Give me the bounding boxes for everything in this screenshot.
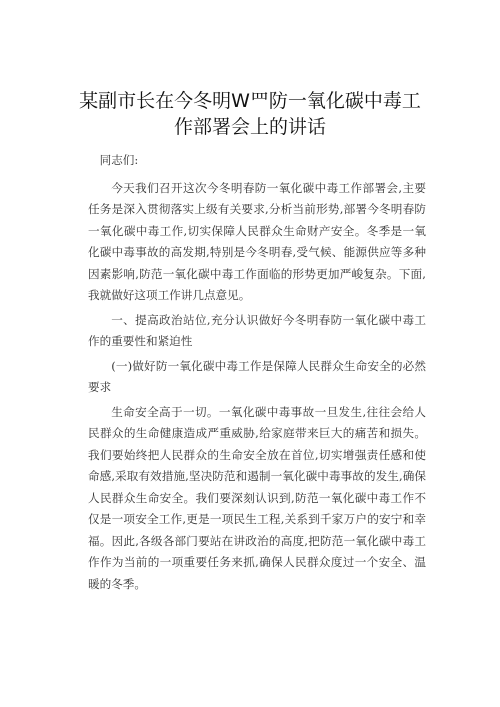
paragraph-body-1: 生命安全高于一切。一氧化碳中毒事故一旦发生,往往会给人民群众的生命健康造成严重威胁,给家庭带来巨大的痛苦和损失。我们要始终把人民群众的生命安全放在首位,切实增强责任感和使命感,采取有效措施,坚决防范和遏制一氧化碳中毒事故的发生,确保人民群众生命安全。我们要深刻认识到,防范一氧化碳中毒工作不仅是一项安全工作,更是一项民生工程,关系到千家万户的安宁和幸福。因此,各级各部门要站在讲政治的高度,把防范一氧化碳中毒工作作为当前的一项重要任务来抓,确保人民群众度过一个安全、温暖的冬季。: [88, 404, 426, 591]
document-title: [60, 88, 440, 140]
title-line-2: 作部署会上的讲话: [173, 116, 326, 138]
section-heading-1: 一、提高政治站位,充分认识做好今冬明春防一氧化碳中毒工作的重要性和紧迫性: [88, 312, 426, 348]
salutation: 同志们:: [99, 153, 139, 167]
title-line-1: 某副市长在今冬明W罒防一氧化碳中毒工: [79, 90, 421, 112]
paragraph-intro: 今天我们召开这次今冬明春防一氧化碳中毒工作部署会,主要任务是深入贯彻落实上级有关要求,分析当前形势,部署今冬明春防一氧化碳中毒工作,切实保障人民群众生命财产安全。冬季是一氧化碳中毒事故的高发期,特别是今冬明春,受气候、能源供应等多种因素影响,防范一氧化碳中毒工作面临的形势更加严峻复杂。下面,我就做好这项工作讲几点意见。: [88, 180, 426, 302]
subsection-heading-1: (一)做好防一氧化碳中毒工作是保障人民群众生命安全的必然要求: [88, 358, 426, 394]
document-body: [88, 150, 426, 598]
